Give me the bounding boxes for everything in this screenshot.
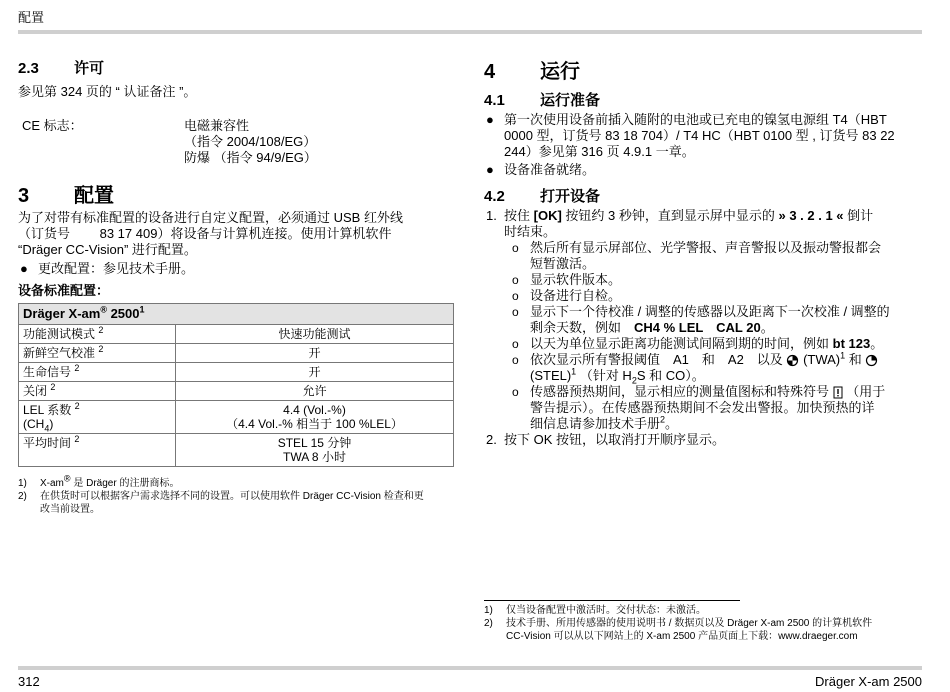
step-2: 2. 按下 OK 按钮，以取消打开顺序显示。	[486, 432, 726, 447]
sub-item-warmup: o 传感器预热期间，显示相应的测量值图标和特殊符号 （用于 警告提示）。在传感器预热期间不会发出警报。加快预热的详 细信息请参加技术手册$^2$。	[512, 384, 886, 431]
section-title: 打开设备	[540, 188, 601, 205]
section-title: 运行准备	[540, 92, 601, 109]
product-name: Dräger X-am 2500	[815, 674, 922, 689]
config-table	[18, 303, 454, 467]
section-number: 4.2	[484, 188, 505, 205]
table-row-lel	[19, 401, 454, 434]
bullet-item	[18, 261, 458, 277]
section-title: 配置	[74, 185, 114, 207]
sub-item: o 以天为单位显示距离功能测试间隔到期的时间，例如 bt 123。	[512, 336, 884, 351]
left-footnotes	[18, 473, 458, 516]
row-label: 功能测试模式 $^2$	[19, 325, 176, 344]
footnote-1: 1) X-am® 是 Dräger 的注册商标。	[18, 473, 180, 489]
row-label: 新鲜空气校准 $^2$	[19, 344, 176, 363]
section-4-heading	[484, 60, 926, 84]
footnote-2-cont: CC-Vision 可以从以下网站上的 X-am 2500 产品页面上下载：www.draeger.com	[506, 631, 858, 642]
footnote-1: 1) 仅当设备配置中激活时。交付状态：未激活。	[484, 605, 706, 616]
table-row-avg	[19, 434, 454, 467]
table-row	[19, 363, 454, 382]
sub-item: o 设备进行自检。	[512, 288, 622, 303]
table-row	[19, 382, 454, 401]
row-value: STEL 15 分钟 TWA 8 小时	[176, 434, 454, 467]
footnote-2: 2) 技术手册、所用传感器的使用说明书 / 数据页以及 Dräger X-am 2500 的计算机软件	[484, 618, 873, 629]
config-para-line-2: （订货号 83 17 409）将设备与计算机连接。使用计算机软件	[18, 226, 392, 241]
bullet-item: ● 第一次使用设备前插入随附的电池或已充电的镍氢电源组 T4（HBT 0000 型，订货号 83 18 704）/ T4 HC（HBT 0100 型 , 订货号 83 22 244）参见第 316 页 4.9.1 一章。	[486, 112, 895, 159]
standard-config-title: 设备标准配置：	[18, 283, 110, 298]
section-title: 许可	[74, 60, 105, 77]
section-number: 4.1	[484, 92, 505, 109]
ce-label: CE 标志：	[22, 118, 83, 133]
header-rule	[18, 30, 922, 34]
sub-item: o 显示软件版本。	[512, 272, 622, 287]
ce-line-1: 电磁兼容性	[184, 118, 250, 133]
bullet-dot: ●	[20, 261, 28, 276]
section-3-heading	[18, 184, 458, 208]
row-value: 快速功能测试	[176, 325, 454, 344]
running-header: 配置	[18, 10, 45, 25]
footnote-2: 2) 在供货时可以根据客户需求选择不同的设置。可以使用软件 Dräger CC-Vision 检查和更	[18, 491, 424, 502]
section-number: 3	[18, 185, 30, 207]
left-column	[18, 60, 458, 516]
bullet-text: 更改配置：参见技术手册。	[38, 261, 195, 276]
page-number: 312	[18, 674, 40, 689]
ce-line-3: 防爆 （指令 94/9/EG）	[184, 150, 317, 165]
config-table-header	[19, 304, 454, 325]
step-1: 1. 按住 [OK] 按钮约 3 秒钟，直到显示屏中显示的 » 3 . 2 . 1 « 倒计 时结束。	[486, 208, 874, 239]
ce-line-2: （指令 2004/108/EG）	[184, 134, 317, 149]
section-number: 2.3	[18, 60, 39, 77]
right-footnotes	[484, 604, 926, 643]
stel-alarm-icon	[865, 354, 878, 367]
row-label: 生命信号 $^2$	[19, 363, 176, 382]
row-label: 平均时间 $^2$	[19, 434, 176, 467]
sub-item-alarms: o 依次显示所有警报阈值 A1 和 A2 以及 (TWA)$^1$ 和 (STEL)$^1$ （针对 $H_2S$ 和 CO）。	[484, 352, 926, 384]
warning-symbol-icon	[833, 386, 843, 399]
row-value: 允许	[176, 382, 454, 401]
row-value: 开	[176, 344, 454, 363]
sub-item: o 然后所有显示屏部位、光学警报、声音警报以及振动警报都会 短暂激活。	[512, 240, 882, 271]
right-column	[484, 60, 926, 642]
section-2-3-heading	[18, 60, 458, 80]
row-label: LEL 系数 $^2$ $(CH_4)$	[19, 401, 176, 434]
footnote-separator	[484, 600, 740, 601]
footnote-2-cont: 改当前设置。	[40, 504, 100, 515]
table-row	[19, 344, 454, 363]
table-row	[19, 325, 454, 344]
twa-alarm-icon	[786, 354, 799, 367]
config-para-line-1: 为了对带有标准配置的设备进行自定义配置，必须通过 USB 红外线	[18, 210, 403, 225]
section-title: 运行	[540, 61, 580, 83]
section-4-1-heading	[484, 92, 926, 110]
sub-item: o 显示下一个待校准 / 调整的传感器以及距离下一次校准 / 调整的 剩余天数，例如 CH4 % LEL CAL 20。	[512, 304, 890, 335]
bullet-item: ● 设备准备就绪。	[486, 162, 596, 177]
section-number: 4	[484, 61, 496, 83]
config-para-line-3: “Dräger CC-Vision” 进行配置。	[18, 242, 197, 257]
footer-rule	[18, 666, 922, 670]
table-title: Dräger X-am® 2500$^1$	[19, 304, 454, 325]
row-value: 开	[176, 363, 454, 382]
ce-mark-block	[18, 118, 458, 178]
section-4-2-heading	[484, 188, 926, 206]
license-text: 参见第 324 页的 “ 认证备注 ”。	[18, 84, 197, 99]
row-value: 4.4 (Vol.-%) （4.4 Vol.-% 相当于 100 %LEL）	[176, 401, 454, 434]
row-label: 关闭 $^2$	[19, 382, 176, 401]
